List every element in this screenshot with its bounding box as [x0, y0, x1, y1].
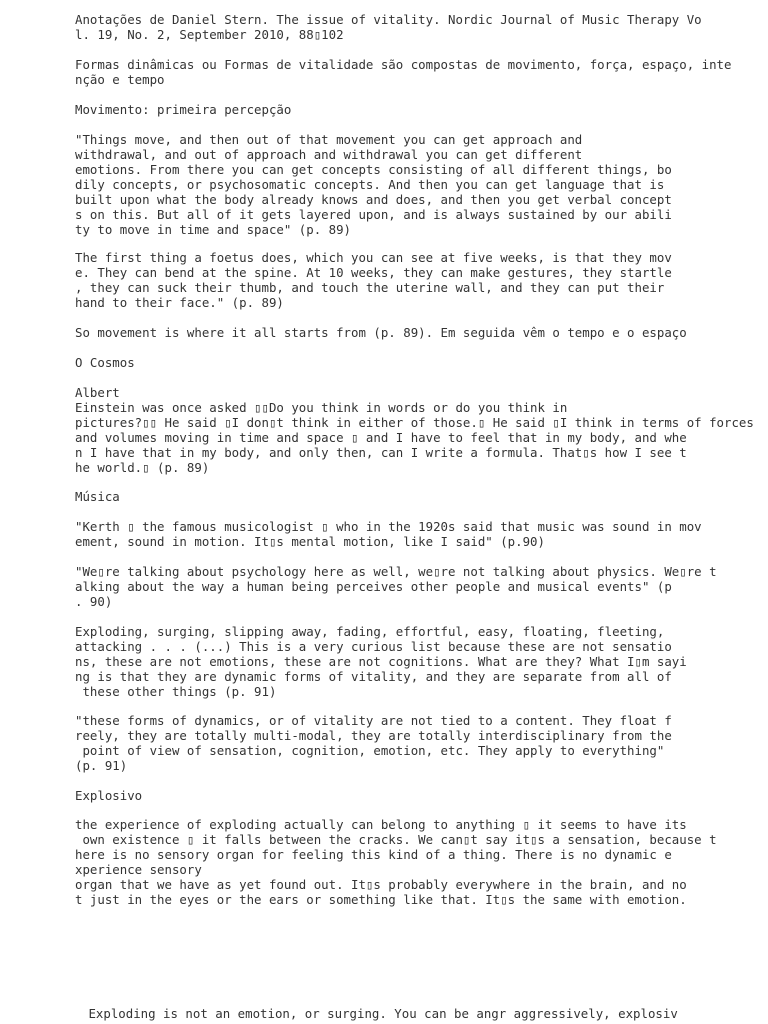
section-heading: Movimento: primeira percepção	[75, 102, 292, 117]
text-line: the experience of exploding actually can belong to anything ▯ it seems to have its	[75, 817, 687, 832]
text-line: ement, sound in motion. It▯s mental motion, like I said" (p.90)	[75, 534, 545, 549]
text-line: "these forms of dynamics, or of vitality are not tied to a content. They float f	[75, 713, 672, 728]
text-line: own existence ▯ it falls between the cracks. We can▯t say it▯s a sensation, because t	[75, 832, 717, 847]
text-line: The first thing a foetus does, which you can see at five weeks, is that they mov	[75, 250, 672, 265]
text-line: Formas dinâmicas ou Formas de vitalidade são compostas de movimento, força, espaço, inte	[75, 57, 732, 72]
text-line: "We▯re talking about psychology here as well, we▯re not talking about physics. We▯re t	[75, 564, 717, 579]
text-line: emotions. From there you can get concepts consisting of all different things, bo	[75, 162, 672, 177]
text-line: . 90)	[75, 594, 113, 609]
text-line: Einstein was once asked ▯▯Do you think in words or do you think in	[75, 400, 568, 415]
text-line: n I have that in my body, and only then, can I write a formula. That▯s how I see t	[75, 445, 687, 460]
text-line: Albert	[75, 385, 120, 400]
text-line: here is no sensory organ for feeling this kind of a thing. There is no dynamic e	[75, 847, 672, 862]
text-line: and volumes moving in time and space ▯ and I have to feel that in my body, and whe	[75, 430, 687, 445]
text-line: Exploding is not an emotion, or surging. You can be angr aggressively, explosiv	[81, 1006, 678, 1021]
text-line: nção e tempo	[75, 72, 165, 87]
text-line: t just in the eyes or the ears or something like that. It▯s the same with emotion.	[75, 892, 687, 907]
text-line: So movement is where it all starts from (p. 89). Em seguida vêm o tempo e o espaço	[75, 325, 687, 340]
text-line: "Kerth ▯ the famous musicologist ▯ who in the 1920s said that music was sound in mov	[75, 519, 702, 534]
text-line: Anotações de Daniel Stern. The issue of vitality. Nordic Journal of Music Therapy Vo	[75, 12, 702, 27]
text-line: (p. 91)	[75, 758, 128, 773]
text-line: he world.▯ (p. 89)	[75, 460, 210, 475]
text-line: l. 19, No. 2, September 2010, 88▯102	[75, 27, 344, 42]
text-line: point of view of sensation, cognition, emotion, etc. They apply to everything"	[75, 743, 665, 758]
text-line: ng is that they are dynamic forms of vitality, and they are separate from all of	[75, 669, 672, 684]
section-heading: Explosivo	[75, 788, 143, 803]
text-line: Exploding, surging, slipping away, fading, effortful, easy, floating, fleeting,	[75, 624, 665, 639]
text-line: xperience sensory	[75, 862, 202, 877]
text-line: withdrawal, and out of approach and withdrawal you can get different	[75, 147, 583, 162]
text-line: "Things move, and then out of that movement you can get approach and	[75, 132, 583, 147]
text-line: s on this. But all of it gets layered upon, and is always sustained by our abili	[75, 207, 672, 222]
text-line: organ that we have as yet found out. It▯s probably everywhere in the brain, and no	[75, 877, 687, 892]
text-line: pictures?▯▯ He said ▯I don▯t think in either of those.▯ He said ▯I think in terms of forces	[75, 415, 754, 430]
text-line: e. They can bend at the spine. At 10 weeks, they can make gestures, they startle	[75, 265, 672, 280]
text-line: built upon what the body already knows and does, and then you get verbal concept	[75, 192, 672, 207]
text-line: hand to their face." (p. 89)	[75, 295, 284, 310]
section-heading: Música	[75, 489, 120, 504]
text-line: dily concepts, or psychosomatic concepts. And then you can get language that is	[75, 177, 665, 192]
text-line: alking about the way a human being perceives other people and musical events" (p	[75, 579, 672, 594]
text-line: reely, they are totally multi-modal, they are totally interdisciplinary from the	[75, 728, 672, 743]
text-line: attacking . . . (...) This is a very curious list because these are not sensatio	[75, 639, 672, 654]
text-line: , they can suck their thumb, and touch the uterine wall, and they can put their	[75, 280, 665, 295]
section-heading: O Cosmos	[75, 355, 135, 370]
text-line: ty to move in time and space" (p. 89)	[75, 222, 352, 237]
text-line: these other things (p. 91)	[75, 684, 277, 699]
text-line: ns, these are not emotions, these are not cognitions. What are they? What I▯m sayi	[75, 654, 687, 669]
